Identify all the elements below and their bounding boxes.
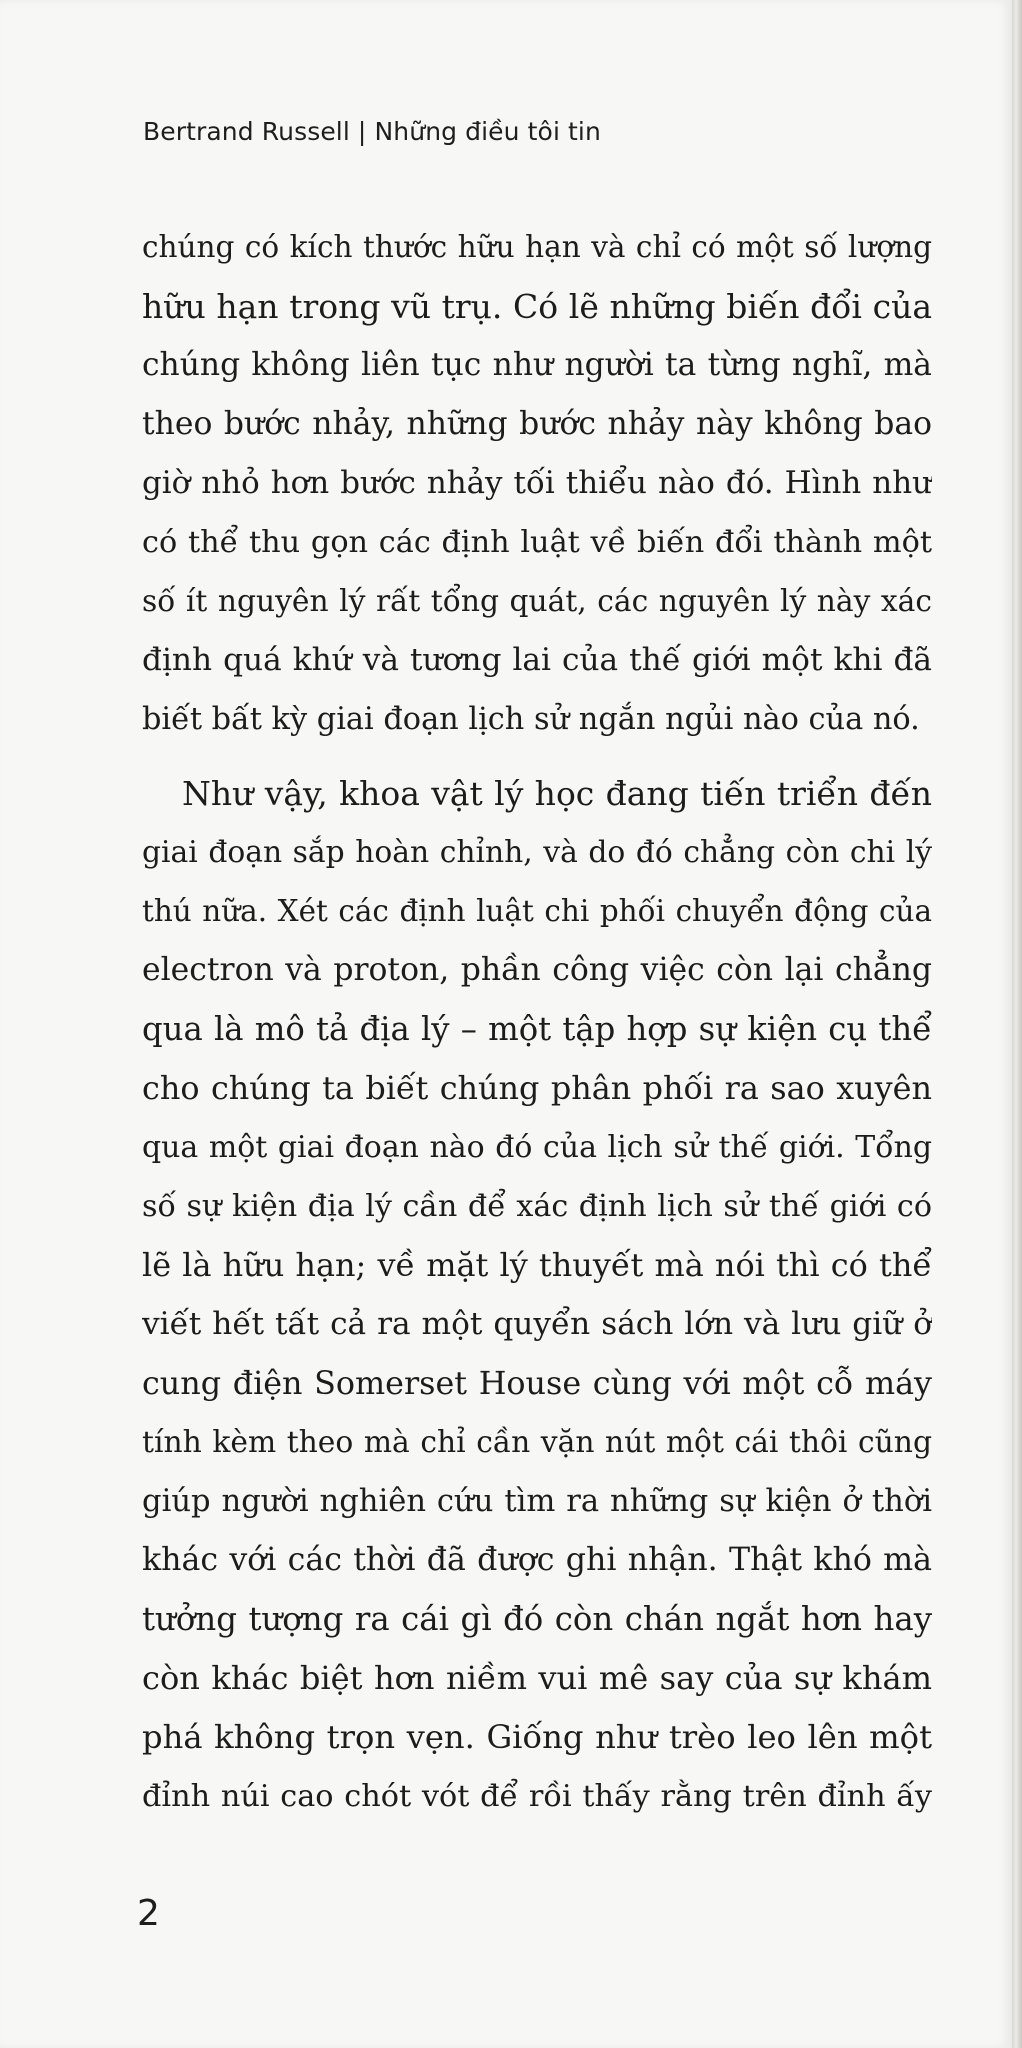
paragraph-2 [142, 764, 932, 1826]
text-line: cho chúng ta biết chúng phân phối ra sao xuyên [142, 1069, 932, 1107]
text-line: viết hết tất cả ra một quyển sách lớn và lưu giữ ở [142, 1306, 932, 1342]
running-head: Bertrand Russell | Những điều tôi tin [143, 117, 601, 146]
text-line: cung điện Somerset House cùng với một cỗ máy [142, 1365, 932, 1402]
text-line: chúng không liên tục như người ta từng nghĩ, mà [142, 347, 932, 383]
text-line: định quá khứ và tương lai của thế giới một khi đã [142, 642, 932, 678]
text-line: có thể thu gọn các định luật về biến đổi thành một [142, 525, 932, 560]
text-line: còn khác biệt hơn niềm vui mê say của sự khám [142, 1659, 932, 1697]
text-line: lẽ là hữu hạn; về mặt lý thuyết mà nói thì có thể [142, 1246, 932, 1284]
text-line: thú nữa. Xét các định luật chi phối chuyển động của [142, 894, 932, 928]
text-line: số sự kiện địa lý cần để xác định lịch sử thế giới có [142, 1189, 932, 1224]
text-line: tính kèm theo mà chỉ cần vặn nút một cái thôi cũng [142, 1425, 932, 1460]
page-edge [1012, 0, 1022, 2048]
text-line: số ít nguyên lý rất tổng quát, các nguyên lý này xác [142, 584, 932, 619]
text-line: giờ nhỏ hơn bước nhảy tối thiểu nào đó. Hình như [142, 465, 932, 501]
text-line: giai đoạn sắp hoàn chỉnh, và do đó chẳng còn chi lý [142, 835, 932, 870]
text-line: Như vậy, khoa vật lý học đang tiến triển đến [182, 774, 932, 813]
text-line: phá không trọn vẹn. Giống như trèo leo lên một [142, 1718, 932, 1756]
page-number: 2 [137, 1893, 160, 1934]
text-line: tưởng tượng ra cái gì đó còn chán ngắt hơn hay [142, 1600, 932, 1638]
text-line: qua một giai đoạn nào đó của lịch sử thế giới. Tổng [142, 1130, 932, 1165]
text-line: đỉnh núi cao chót vót để rồi thấy rằng trên đỉnh ấy [142, 1779, 932, 1814]
text-line: chúng có kích thước hữu hạn và chỉ có một số lượng [142, 230, 932, 264]
text-line: biết bất kỳ giai đoạn lịch sử ngắn ngủi nào của nó. [142, 702, 920, 737]
body-text [142, 218, 932, 1826]
text-line: hữu hạn trong vũ trụ. Có lẽ những biến đổi của [142, 287, 932, 326]
text-line: giúp người nghiên cứu tìm ra những sự kiện ở thời [142, 1484, 932, 1519]
text-line: khác với các thời đã được ghi nhận. Thật khó mà [142, 1542, 932, 1578]
text-line: theo bước nhảy, những bước nhảy này không bao [142, 406, 932, 442]
text-line: electron và proton, phần công việc còn lại chẳng [142, 952, 932, 988]
paragraph-1 [142, 218, 932, 749]
text-line: qua là mô tả địa lý – một tập hợp sự kiện cụ thể [142, 1010, 932, 1048]
